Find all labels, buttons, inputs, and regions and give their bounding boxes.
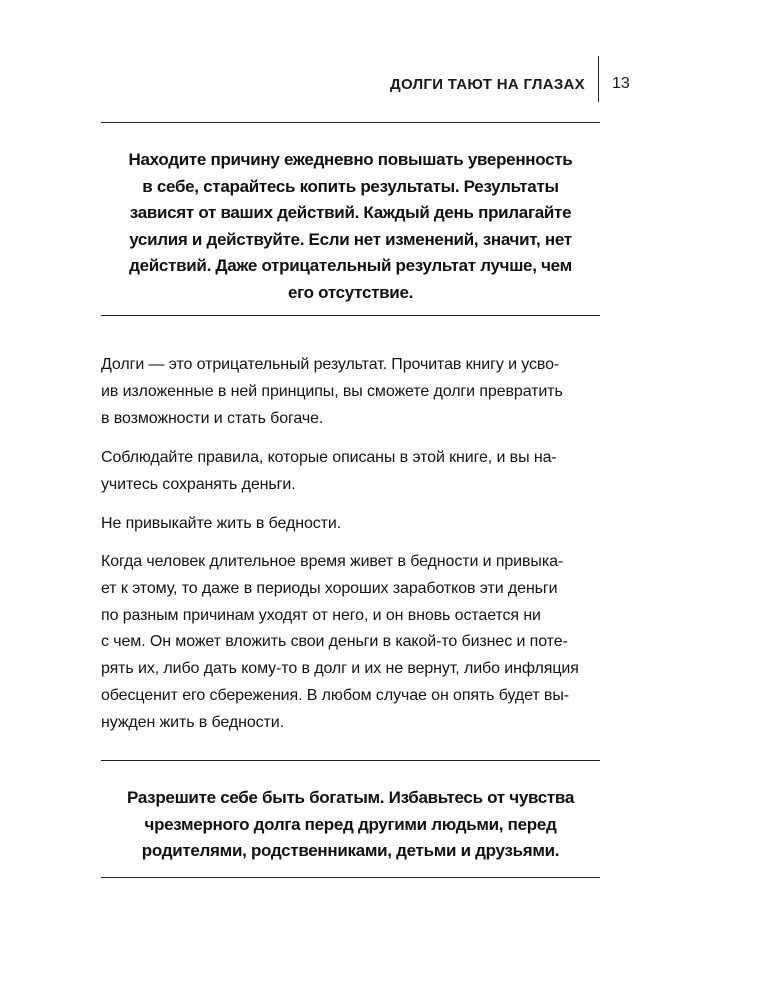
paragraph-line: Не привыкайте жить в бедности. [101, 515, 342, 532]
callout-line: зависят от ваших действий. Каждый день прилагайте [129, 203, 572, 222]
callout-quote-1 [101, 147, 600, 306]
paragraph-line: обесценит его сбережения. В любом случае он опять будет вы- [101, 686, 569, 704]
callout-bottom-rule [101, 877, 600, 878]
callout-line: действий. Даже отрицательный результат лучше, чем [129, 256, 572, 275]
paragraph-4 [101, 549, 600, 737]
page-number: 13 [612, 75, 630, 92]
running-title: ДОЛГИ ТАЮТ НА ГЛАЗАХ [390, 76, 585, 93]
paragraph-line: ив изложенные в ней принципы, вы сможете долги превратить [101, 382, 563, 400]
paragraph-line: Долги — это отрицательный результат. Прочитав книгу и усво- [101, 356, 560, 373]
paragraph-3 [101, 511, 600, 538]
paragraph-line: Соблюдайте правила, которые описаны в этой книге, и вы на- [101, 449, 557, 466]
paragraph-line: в возможности и стать богаче. [101, 409, 324, 427]
paragraph-line: рять их, либо дать кому-то в долг и их не вернут, либо инфляция [101, 660, 579, 678]
paragraph-1 [101, 352, 600, 432]
paragraph-2 [101, 445, 600, 499]
paragraph-line: Когда человек длительное время живет в бедности и привыка- [101, 553, 564, 570]
callout-line: его отсутствие. [287, 282, 414, 302]
header-divider [598, 56, 599, 102]
callout-top-rule [101, 760, 600, 761]
callout-quote-2 [101, 785, 600, 865]
paragraph-line: нужден жить в бедности. [101, 713, 284, 731]
callout-line: родителями, родственниками, детьми и друзьями. [141, 841, 560, 860]
callout-line: чрезмерного долга перед другими людьми, перед [144, 814, 557, 834]
paragraph-line: с чем. Он может вложить свои деньги в какой-то бизнес и поте- [101, 633, 568, 651]
callout-line: в себе, старайтесь копить результаты. Результаты [142, 176, 559, 196]
paragraph-line: учитесь сохранять деньги. [101, 475, 296, 493]
callout-bottom-rule [101, 315, 600, 316]
callout-line: усилия и действуйте. Если нет изменений, значит, нет [129, 229, 572, 249]
callout-line: Разрешите себе быть богатым. Избавьтесь от чувства [127, 788, 574, 807]
paragraph-line: ет к этому, то даже в периоды хороших заработков эти деньги [101, 579, 558, 597]
paragraph-line: по разным причинам уходят от него, и он вновь остается ни [101, 606, 541, 624]
callout-top-rule [101, 122, 600, 123]
callout-line: Находите причину ежедневно повышать уверенность [128, 150, 573, 169]
